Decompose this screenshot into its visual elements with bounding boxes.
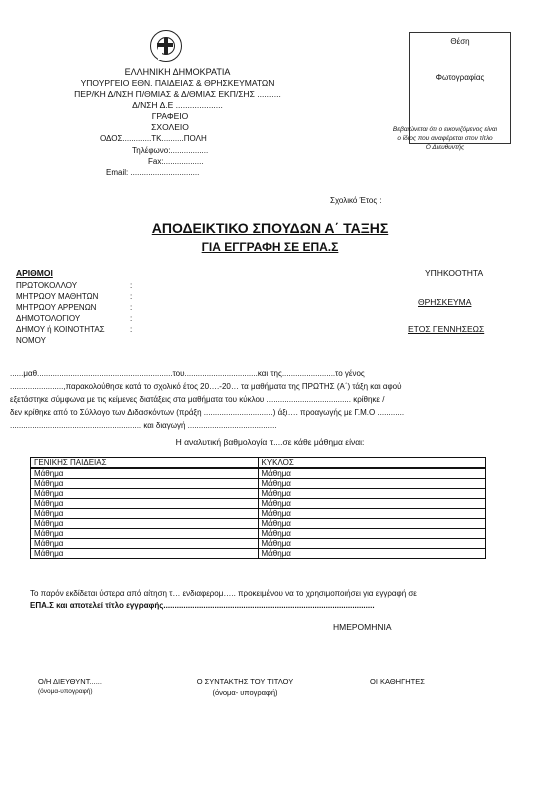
grade-cell: Μάθημα [258, 489, 486, 499]
email-line: Email: ............................... [106, 168, 200, 177]
grade-cell: Μάθημα [258, 499, 486, 509]
grade-cell: Μάθημα [31, 529, 259, 539]
grade-cell: Μάθημα [31, 549, 259, 559]
issuance-statement [30, 588, 510, 612]
fax-line: Fax:.................. [148, 157, 204, 166]
colon: : [130, 325, 133, 334]
grade-cell: Μάθημα [258, 519, 486, 529]
grade-cell: Μάθημα [258, 529, 486, 539]
number-row-prefecture: ΝΟΜΟΥ [16, 336, 46, 345]
religion-label: ΘΡΗΣΚΕΥΜΑ [418, 297, 472, 307]
director-signature: Ο/Η ΔΙΕΥΘΥΝΤ...... [38, 677, 102, 686]
grades-header-row [31, 458, 486, 469]
citizenship-label: ΥΠΗΚΟΟΤΗΤΑ [425, 268, 484, 278]
grade-cell: Μάθημα [31, 539, 259, 549]
office-label: ΓΡΑΦΕΙΟ [151, 111, 189, 121]
photo-label: Φωτογραφίας [435, 73, 485, 82]
document-title: ΑΠΟΔΕΙΚΤΙΚΟ ΣΠΟΥΔΩΝ Α΄ ΤΑΞΗΣ [151, 220, 389, 236]
document-subtitle: ΓΙΑ ΕΓΓΡΑΦΗ ΣΕ ΕΠΑ.Σ [201, 240, 339, 254]
composer-signature-note: (όνομα- υπογραφή) [212, 688, 278, 697]
colon: : [130, 314, 133, 323]
body-line-3: εξετάστηκε σύμφωνα με τις κείμενες διατάξεις στα μαθήματα του κύκλου ...................................... κρίθηκε / [10, 395, 385, 404]
table-row [31, 509, 486, 519]
table-row [31, 529, 486, 539]
table-row [31, 519, 486, 529]
number-row-students-register: ΜΗΤΡΩΟΥ ΜΑΘΗΤΩΝ [16, 292, 99, 301]
grade-cell: Μάθημα [31, 479, 259, 489]
emblem-cross-icon [157, 43, 173, 47]
body-line-2: ........................,παρακολούθησε κατά το σχολικό έτος 20….-20… τα μαθήματα της ΠΡΩΤΗΣ (Α΄) τάξη και αφού [10, 382, 402, 391]
table-row [31, 499, 486, 509]
table-row [31, 468, 486, 479]
statement-line-1: Το παρόν εκδίδεται ύστερα από αίτηση τ… ενδιαφερομ….. προκειμένου να το χρησιμοποιήσει για εγγραφή σε [30, 589, 417, 598]
grade-cell: Μάθημα [31, 489, 259, 499]
composer-signature: Ο ΣΥΝΤΑΚΤΗΣ ΤΟΥ ΤΙΤΛΟΥ [196, 677, 294, 686]
photo-note-3: Ο Διευθυντής [425, 144, 465, 151]
birth-year-label: ΕΤΟΣ ΓΕΝΝΗΣΕΩΣ [408, 324, 485, 334]
number-row-municipal-register: ΔΗΜΟΤΟΛΟΓΙΟΥ [16, 314, 81, 323]
grade-cell: Μάθημα [31, 499, 259, 509]
numbers-heading: ΑΡΙΘΜΟΙ [16, 268, 53, 278]
regional-directorate: ΠΕΡ/ΚΗ Δ/ΝΣΗ Π/ΘΜΙΑΣ & Δ/ΘΜΙΑΣ ΕΚΠ/ΣΗΣ .......... [74, 89, 281, 99]
grade-cell: Μάθημα [258, 468, 486, 479]
statement-line-2: ΕΠΑ.Σ και αποτελεί τίτλο εγγραφής............................................................................................... [30, 601, 375, 610]
grade-cell: Μάθημα [31, 509, 259, 519]
school-label: ΣΧΟΛΕΙΟ [151, 122, 189, 132]
colon: : [130, 281, 133, 290]
photo-note-1: Βεβαιώνεται ότι ο εικονιζόμενος είναι [392, 126, 498, 133]
number-row-protocol: ΠΡΩΤΟΚΟΛΛΟΥ [16, 281, 78, 290]
numbers-list [16, 280, 105, 346]
colon: : [130, 292, 133, 301]
numbers-colons [130, 280, 132, 335]
grade-cell: Μάθημα [258, 509, 486, 519]
number-row-male-register: ΜΗΤΡΩΟΥ ΑΡΡΕΝΩΝ [16, 303, 97, 312]
body-line-1: ......μαθ.............................................................του.................................και της........................το γένος [10, 369, 365, 378]
colon: : [130, 303, 133, 312]
grades-col-general: ΓΕΝΙΚΗΣ ΠΑΙΔΕΙΑΣ [31, 458, 259, 469]
table-row [31, 549, 486, 559]
date-label: ΗΜΕΡΟΜΗΝΙΑ [333, 622, 392, 632]
republic-heading: ΕΛΛΗΝΙΚΗ ΔΗΜΟΚΡΑΤΙΑ [124, 67, 231, 77]
grades-col-cycle: ΚΥΚΛΟΣ [258, 458, 486, 469]
grade-cell: Μάθημα [31, 468, 259, 479]
grade-cell: Μάθημα [258, 479, 486, 489]
grade-cell: Μάθημα [258, 539, 486, 549]
grade-cell: Μάθημα [31, 519, 259, 529]
table-row [31, 479, 486, 489]
body-line-4: δεν κρίθηκε από το Σύλλογο των Διδασκόντων (πράξη ...............................) άξι…. προαγωγής με Γ.Μ.Ο ............ [10, 408, 405, 417]
grade-cell: Μάθημα [258, 549, 486, 559]
teachers-signature: ΟΙ ΚΑΘΗΓΗΤΕΣ [370, 677, 425, 686]
grades-table [30, 457, 486, 559]
ministry-heading: ΥΠΟΥΡΓΕΙΟ ΕΘΝ. ΠΑΙΔΕΙΑΣ & ΘΡΗΣΚΕΥΜΑΤΩΝ [80, 78, 275, 88]
school-year-label: Σχολικό Έτος : [330, 196, 382, 205]
photo-position-label: Θέση [450, 37, 470, 46]
table-row [31, 489, 486, 499]
table-row [31, 539, 486, 549]
grades-intro: Η αναλυτική βαθμολογία τ....σε κάθε μάθημα είναι: [175, 437, 365, 447]
body-line-5: ........................................................... και διαγωγή ........................................ [10, 421, 277, 430]
directorate: Δ/ΝΣΗ Δ.Ε .................... [132, 100, 223, 110]
phone-line: Τηλέφωνο:................. [132, 146, 209, 155]
certificate-body [10, 367, 530, 432]
address-line: ΟΔΟΣ.............ΤΚ..........ΠΟΛΗ [100, 134, 207, 143]
number-row-municipality: ΔΗΜΟΥ ή ΚΟΙΝΟΤΗΤΑΣ [16, 325, 105, 334]
director-signature-note: (όνομα-υπογραφή) [38, 688, 93, 695]
photo-note-2: ο ίδιος που αναφέρεται στον τίτλο [397, 135, 493, 142]
